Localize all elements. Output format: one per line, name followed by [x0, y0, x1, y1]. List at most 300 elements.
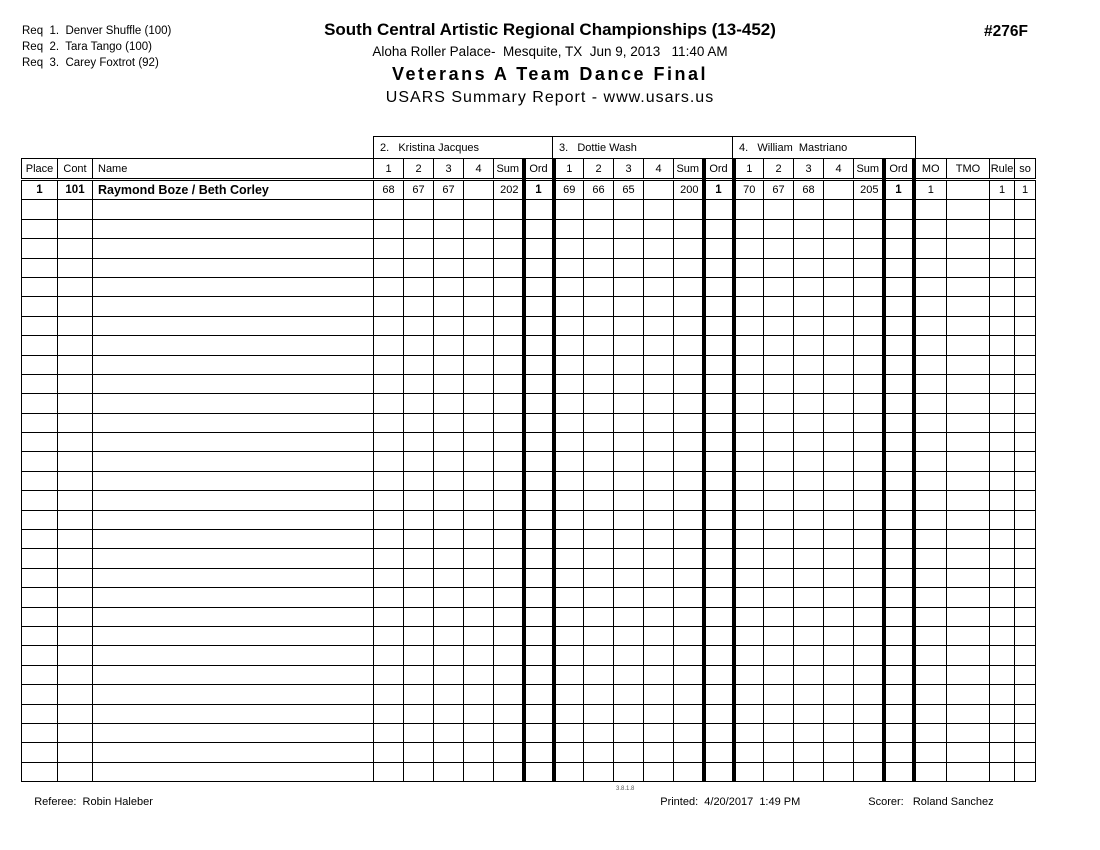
empty-row	[22, 704, 1036, 723]
cell-j2-s3: 67	[434, 180, 464, 200]
cell-cont	[58, 433, 93, 452]
cell-cont	[58, 588, 93, 607]
cell-j3-s3	[614, 568, 644, 587]
cell-j2-s4	[464, 471, 494, 490]
cell-name	[93, 510, 374, 529]
cell-j2-s4	[464, 394, 494, 413]
cell-mo	[914, 491, 947, 510]
cell-j3-ord	[704, 510, 734, 529]
cell-place	[22, 762, 58, 781]
cell-rule: 1	[990, 180, 1015, 200]
cell-j2-sum	[494, 762, 524, 781]
cell-cont	[58, 413, 93, 432]
cell-j3-sum	[674, 277, 704, 296]
cell-place	[22, 549, 58, 568]
cell-name	[93, 355, 374, 374]
cell-j3-s4	[644, 433, 674, 452]
cell-j2-ord	[524, 588, 554, 607]
cell-tmo	[947, 491, 990, 510]
cell-j3-s3	[614, 530, 644, 549]
cell-j4-ord	[884, 336, 914, 355]
cell-cont: 101	[58, 180, 93, 200]
cell-j3-s3	[614, 336, 644, 355]
cell-j4-sum	[854, 355, 884, 374]
cell-j4-sum	[854, 530, 884, 549]
cell-j4-ord	[884, 491, 914, 510]
cell-j4-s1	[734, 685, 764, 704]
cell-j4-s1	[734, 471, 764, 490]
cell-j3-ord	[704, 297, 734, 316]
cell-j2-s1	[374, 239, 404, 258]
cell-j2-s3	[434, 200, 464, 219]
cell-j4-ord	[884, 568, 914, 587]
cell-j3-s2	[584, 646, 614, 665]
cell-j4-s2	[764, 491, 794, 510]
cell-j4-s1	[734, 646, 764, 665]
cell-j3-s2	[584, 549, 614, 568]
cell-j3-s3	[614, 277, 644, 296]
cell-mo	[914, 530, 947, 549]
cell-name	[93, 607, 374, 626]
cell-name	[93, 277, 374, 296]
event-title: Veterans A Team Dance Final	[392, 64, 708, 84]
cell-place	[22, 316, 58, 335]
cell-so	[1015, 685, 1036, 704]
cell-j2-s1	[374, 471, 404, 490]
cell-j2-s3	[434, 723, 464, 742]
cell-j4-sum	[854, 665, 884, 684]
cell-rule	[990, 433, 1015, 452]
cell-j4-s4	[824, 394, 854, 413]
cell-j2-ord	[524, 762, 554, 781]
cell-so	[1015, 433, 1036, 452]
col-header-place: Place	[22, 159, 58, 180]
col-header-j2-s3: 3	[434, 159, 464, 180]
cell-j3-s2	[584, 355, 614, 374]
cell-j2-ord	[524, 685, 554, 704]
cell-rule	[990, 665, 1015, 684]
cell-so	[1015, 336, 1036, 355]
cell-j4-s1	[734, 762, 764, 781]
cell-name	[93, 704, 374, 723]
empty-row	[22, 685, 1036, 704]
cell-tmo	[947, 471, 990, 490]
cell-j4-sum	[854, 277, 884, 296]
cell-j4-sum	[854, 316, 884, 335]
cell-j3-s1	[554, 336, 584, 355]
cell-j3-ord: 1	[704, 180, 734, 200]
cell-j4-sum	[854, 607, 884, 626]
cell-tmo	[947, 355, 990, 374]
cell-j2-s3	[434, 704, 464, 723]
cell-j4-ord	[884, 685, 914, 704]
cell-j3-s4	[644, 762, 674, 781]
cell-j3-s3	[614, 588, 644, 607]
cell-mo	[914, 665, 947, 684]
cell-j2-ord	[524, 723, 554, 742]
cell-j3-s1	[554, 491, 584, 510]
cell-mo	[914, 510, 947, 529]
cell-j3-s2	[584, 452, 614, 471]
cell-j4-ord	[884, 277, 914, 296]
cell-j2-s2	[404, 277, 434, 296]
cell-so	[1015, 646, 1036, 665]
cell-j4-ord	[884, 704, 914, 723]
cell-j3-s2	[584, 723, 614, 742]
cell-so	[1015, 277, 1036, 296]
cell-so	[1015, 530, 1036, 549]
cell-j3-s3	[614, 491, 644, 510]
cell-place	[22, 394, 58, 413]
cell-j2-sum	[494, 413, 524, 432]
cell-j3-s2	[584, 471, 614, 490]
cell-j4-s4	[824, 510, 854, 529]
cell-j4-s2	[764, 219, 794, 238]
judge-4-header: 4. William Mastriano	[733, 136, 916, 158]
cell-j2-s4	[464, 510, 494, 529]
cell-j3-sum: 200	[674, 180, 704, 200]
cell-j3-s3	[614, 239, 644, 258]
cell-j3-s3	[614, 723, 644, 742]
cell-j2-ord	[524, 549, 554, 568]
cell-j3-s2	[584, 626, 614, 645]
cell-j2-s1: 68	[374, 180, 404, 200]
cell-rule	[990, 607, 1015, 626]
cell-cont	[58, 685, 93, 704]
cell-j2-s4	[464, 258, 494, 277]
cell-place	[22, 297, 58, 316]
cell-cont	[58, 374, 93, 393]
cell-cont	[58, 626, 93, 645]
empty-row	[22, 452, 1036, 471]
cell-j4-s3	[794, 239, 824, 258]
cell-j3-s4	[644, 530, 674, 549]
cell-j3-s1	[554, 239, 584, 258]
cell-j3-s1	[554, 646, 584, 665]
cell-j3-ord	[704, 258, 734, 277]
cell-j3-ord	[704, 316, 734, 335]
col-header-j4-s3: 3	[794, 159, 824, 180]
cell-j4-s1	[734, 723, 764, 742]
cell-so	[1015, 219, 1036, 238]
cell-j2-s4	[464, 646, 494, 665]
cell-j2-s1	[374, 336, 404, 355]
cell-tmo	[947, 743, 990, 762]
cell-cont	[58, 394, 93, 413]
cell-j4-s4	[824, 607, 854, 626]
cell-j2-s1	[374, 626, 404, 645]
cell-cont	[58, 336, 93, 355]
cell-j2-sum	[494, 394, 524, 413]
cell-j2-sum	[494, 316, 524, 335]
cell-j4-sum	[854, 568, 884, 587]
cell-j3-s4	[644, 200, 674, 219]
cell-j2-ord	[524, 239, 554, 258]
col-header-j3-sum: Sum	[674, 159, 704, 180]
referee-line	[22, 784, 153, 820]
cell-j2-s2	[404, 607, 434, 626]
cell-cont	[58, 568, 93, 587]
empty-row	[22, 530, 1036, 549]
cell-tmo	[947, 646, 990, 665]
cell-j2-sum	[494, 219, 524, 238]
cell-j4-s2	[764, 413, 794, 432]
cell-j2-s2	[404, 316, 434, 335]
cell-j2-s1	[374, 568, 404, 587]
cell-j3-ord	[704, 646, 734, 665]
cell-j4-s4	[824, 491, 854, 510]
cell-j4-ord	[884, 239, 914, 258]
cell-j3-s3	[614, 471, 644, 490]
col-header-j4-s2: 2	[764, 159, 794, 180]
cell-j3-s1	[554, 258, 584, 277]
cell-j4-s2	[764, 316, 794, 335]
cell-j4-ord	[884, 394, 914, 413]
cell-j2-ord	[524, 568, 554, 587]
cell-name	[93, 394, 374, 413]
cell-name	[93, 219, 374, 238]
cell-j4-s3	[794, 413, 824, 432]
cell-j3-s1	[554, 374, 584, 393]
cell-j2-sum	[494, 723, 524, 742]
cell-rule	[990, 646, 1015, 665]
col-header-j2-s2: 2	[404, 159, 434, 180]
cell-j3-s3	[614, 685, 644, 704]
cell-j3-sum	[674, 355, 704, 374]
cell-j4-s3	[794, 200, 824, 219]
cell-j2-s2	[404, 568, 434, 587]
cell-j2-sum	[494, 510, 524, 529]
cell-j2-ord	[524, 607, 554, 626]
cell-j4-s3	[794, 588, 824, 607]
cell-j3-s2	[584, 297, 614, 316]
cell-place	[22, 530, 58, 549]
cell-j3-s4	[644, 316, 674, 335]
cell-j4-ord	[884, 452, 914, 471]
cell-j3-s4	[644, 452, 674, 471]
cell-name	[93, 568, 374, 587]
cell-tmo	[947, 336, 990, 355]
cell-j3-s4	[644, 607, 674, 626]
col-header-j2-sum: Sum	[494, 159, 524, 180]
cell-place	[22, 626, 58, 645]
cell-j2-sum	[494, 530, 524, 549]
cell-j4-s2	[764, 607, 794, 626]
cell-place	[22, 665, 58, 684]
cell-j4-s1	[734, 336, 764, 355]
cell-j3-s2	[584, 277, 614, 296]
cell-j3-sum	[674, 433, 704, 452]
cell-cont	[58, 471, 93, 490]
cell-j4-sum	[854, 219, 884, 238]
cell-mo	[914, 413, 947, 432]
cell-j2-s3	[434, 297, 464, 316]
cell-j2-s2	[404, 588, 434, 607]
empty-row	[22, 374, 1036, 393]
empty-row	[22, 665, 1036, 684]
cell-j4-sum	[854, 646, 884, 665]
cell-j4-s3	[794, 762, 824, 781]
empty-row	[22, 491, 1036, 510]
cell-mo	[914, 239, 947, 258]
empty-row	[22, 568, 1036, 587]
cell-j4-s3	[794, 258, 824, 277]
cell-j2-s2	[404, 549, 434, 568]
cell-j2-s1	[374, 277, 404, 296]
cell-mo	[914, 258, 947, 277]
cell-j2-s2	[404, 258, 434, 277]
cell-place	[22, 433, 58, 452]
cell-name	[93, 452, 374, 471]
cell-j2-s1	[374, 762, 404, 781]
cell-j4-s1	[734, 607, 764, 626]
empty-row	[22, 723, 1036, 742]
cell-j3-sum	[674, 646, 704, 665]
cell-j4-s3	[794, 685, 824, 704]
cell-j4-ord	[884, 258, 914, 277]
cell-j3-s4	[644, 355, 674, 374]
cell-j2-s4	[464, 277, 494, 296]
cell-place	[22, 374, 58, 393]
cell-j2-s3	[434, 762, 464, 781]
cell-so	[1015, 588, 1036, 607]
cell-j3-s1	[554, 355, 584, 374]
cell-j3-sum	[674, 452, 704, 471]
col-header-j4-s1: 1	[734, 159, 764, 180]
cell-j2-sum	[494, 452, 524, 471]
cell-j3-s2	[584, 258, 614, 277]
cell-j3-s4	[644, 723, 674, 742]
cell-name	[93, 549, 374, 568]
cell-so	[1015, 471, 1036, 490]
cell-so	[1015, 258, 1036, 277]
cell-j2-s4	[464, 180, 494, 200]
cell-j2-s2	[404, 491, 434, 510]
cell-place	[22, 607, 58, 626]
cell-j2-s4	[464, 704, 494, 723]
cell-cont	[58, 646, 93, 665]
empty-row	[22, 433, 1036, 452]
cell-j4-s4	[824, 297, 854, 316]
cell-j4-s2	[764, 355, 794, 374]
cell-j4-ord	[884, 355, 914, 374]
cell-rule	[990, 277, 1015, 296]
cell-j2-ord	[524, 316, 554, 335]
cell-j3-s3: 65	[614, 180, 644, 200]
cell-cont	[58, 530, 93, 549]
cell-cont	[58, 219, 93, 238]
cell-j3-s1	[554, 549, 584, 568]
cell-rule	[990, 374, 1015, 393]
cell-j2-s1	[374, 743, 404, 762]
cell-j2-s1	[374, 297, 404, 316]
cell-j3-s1	[554, 685, 584, 704]
cell-j3-s1	[554, 723, 584, 742]
cell-j3-s1	[554, 452, 584, 471]
cell-j4-ord	[884, 200, 914, 219]
cell-j3-s3	[614, 743, 644, 762]
cell-j4-s1	[734, 239, 764, 258]
cell-j3-s3	[614, 665, 644, 684]
cell-j3-s1	[554, 530, 584, 549]
cell-j4-s1	[734, 665, 764, 684]
cell-name	[93, 316, 374, 335]
cell-j2-ord	[524, 743, 554, 762]
cell-j4-ord	[884, 413, 914, 432]
cell-j2-s4	[464, 607, 494, 626]
cell-place	[22, 704, 58, 723]
cell-j3-s4	[644, 549, 674, 568]
cell-j3-sum	[674, 568, 704, 587]
cell-j2-ord	[524, 452, 554, 471]
cell-j3-ord	[704, 743, 734, 762]
cell-rule	[990, 549, 1015, 568]
cell-j4-s4	[824, 568, 854, 587]
cell-j2-sum	[494, 374, 524, 393]
cell-tmo	[947, 723, 990, 742]
cell-j2-s3	[434, 665, 464, 684]
cell-j2-s4	[464, 530, 494, 549]
col-header-j3-s1: 1	[554, 159, 584, 180]
cell-place: 1	[22, 180, 58, 200]
cell-j4-s1	[734, 549, 764, 568]
cell-j2-s3	[434, 258, 464, 277]
cell-j3-ord	[704, 471, 734, 490]
cell-j4-s3	[794, 433, 824, 452]
cell-j3-ord	[704, 394, 734, 413]
cell-j2-sum	[494, 297, 524, 316]
cell-tmo	[947, 665, 990, 684]
cell-so	[1015, 452, 1036, 471]
cell-j3-sum	[674, 723, 704, 742]
cell-j2-s4	[464, 316, 494, 335]
cell-j4-ord	[884, 297, 914, 316]
col-header-j3-ord: Ord	[704, 159, 734, 180]
cell-name	[93, 258, 374, 277]
cell-tmo	[947, 413, 990, 432]
cell-j2-s4	[464, 665, 494, 684]
cell-rule	[990, 491, 1015, 510]
event-number: #276F	[984, 23, 1028, 40]
cell-mo	[914, 743, 947, 762]
cell-mo	[914, 219, 947, 238]
cell-j2-s1	[374, 723, 404, 742]
cell-j4-s2	[764, 471, 794, 490]
cell-j4-ord	[884, 588, 914, 607]
cell-j2-sum	[494, 743, 524, 762]
cell-j4-ord	[884, 626, 914, 645]
cell-j2-sum	[494, 355, 524, 374]
cell-j4-ord	[884, 723, 914, 742]
cell-j2-s1	[374, 394, 404, 413]
cell-j3-s3	[614, 510, 644, 529]
cell-j3-ord	[704, 704, 734, 723]
cell-j3-s4	[644, 704, 674, 723]
cell-j2-sum	[494, 665, 524, 684]
col-header-j4-s4: 4	[824, 159, 854, 180]
cell-j2-ord	[524, 277, 554, 296]
cell-j3-s1	[554, 665, 584, 684]
cell-name	[93, 297, 374, 316]
cell-j2-s2	[404, 646, 434, 665]
col-header-j3-s2: 2	[584, 159, 614, 180]
cell-j4-s2	[764, 743, 794, 762]
cell-mo	[914, 200, 947, 219]
judge-3-header: 3. Dottie Wash	[553, 136, 733, 158]
cell-j4-ord	[884, 433, 914, 452]
cell-j4-s4	[824, 413, 854, 432]
cell-place	[22, 723, 58, 742]
